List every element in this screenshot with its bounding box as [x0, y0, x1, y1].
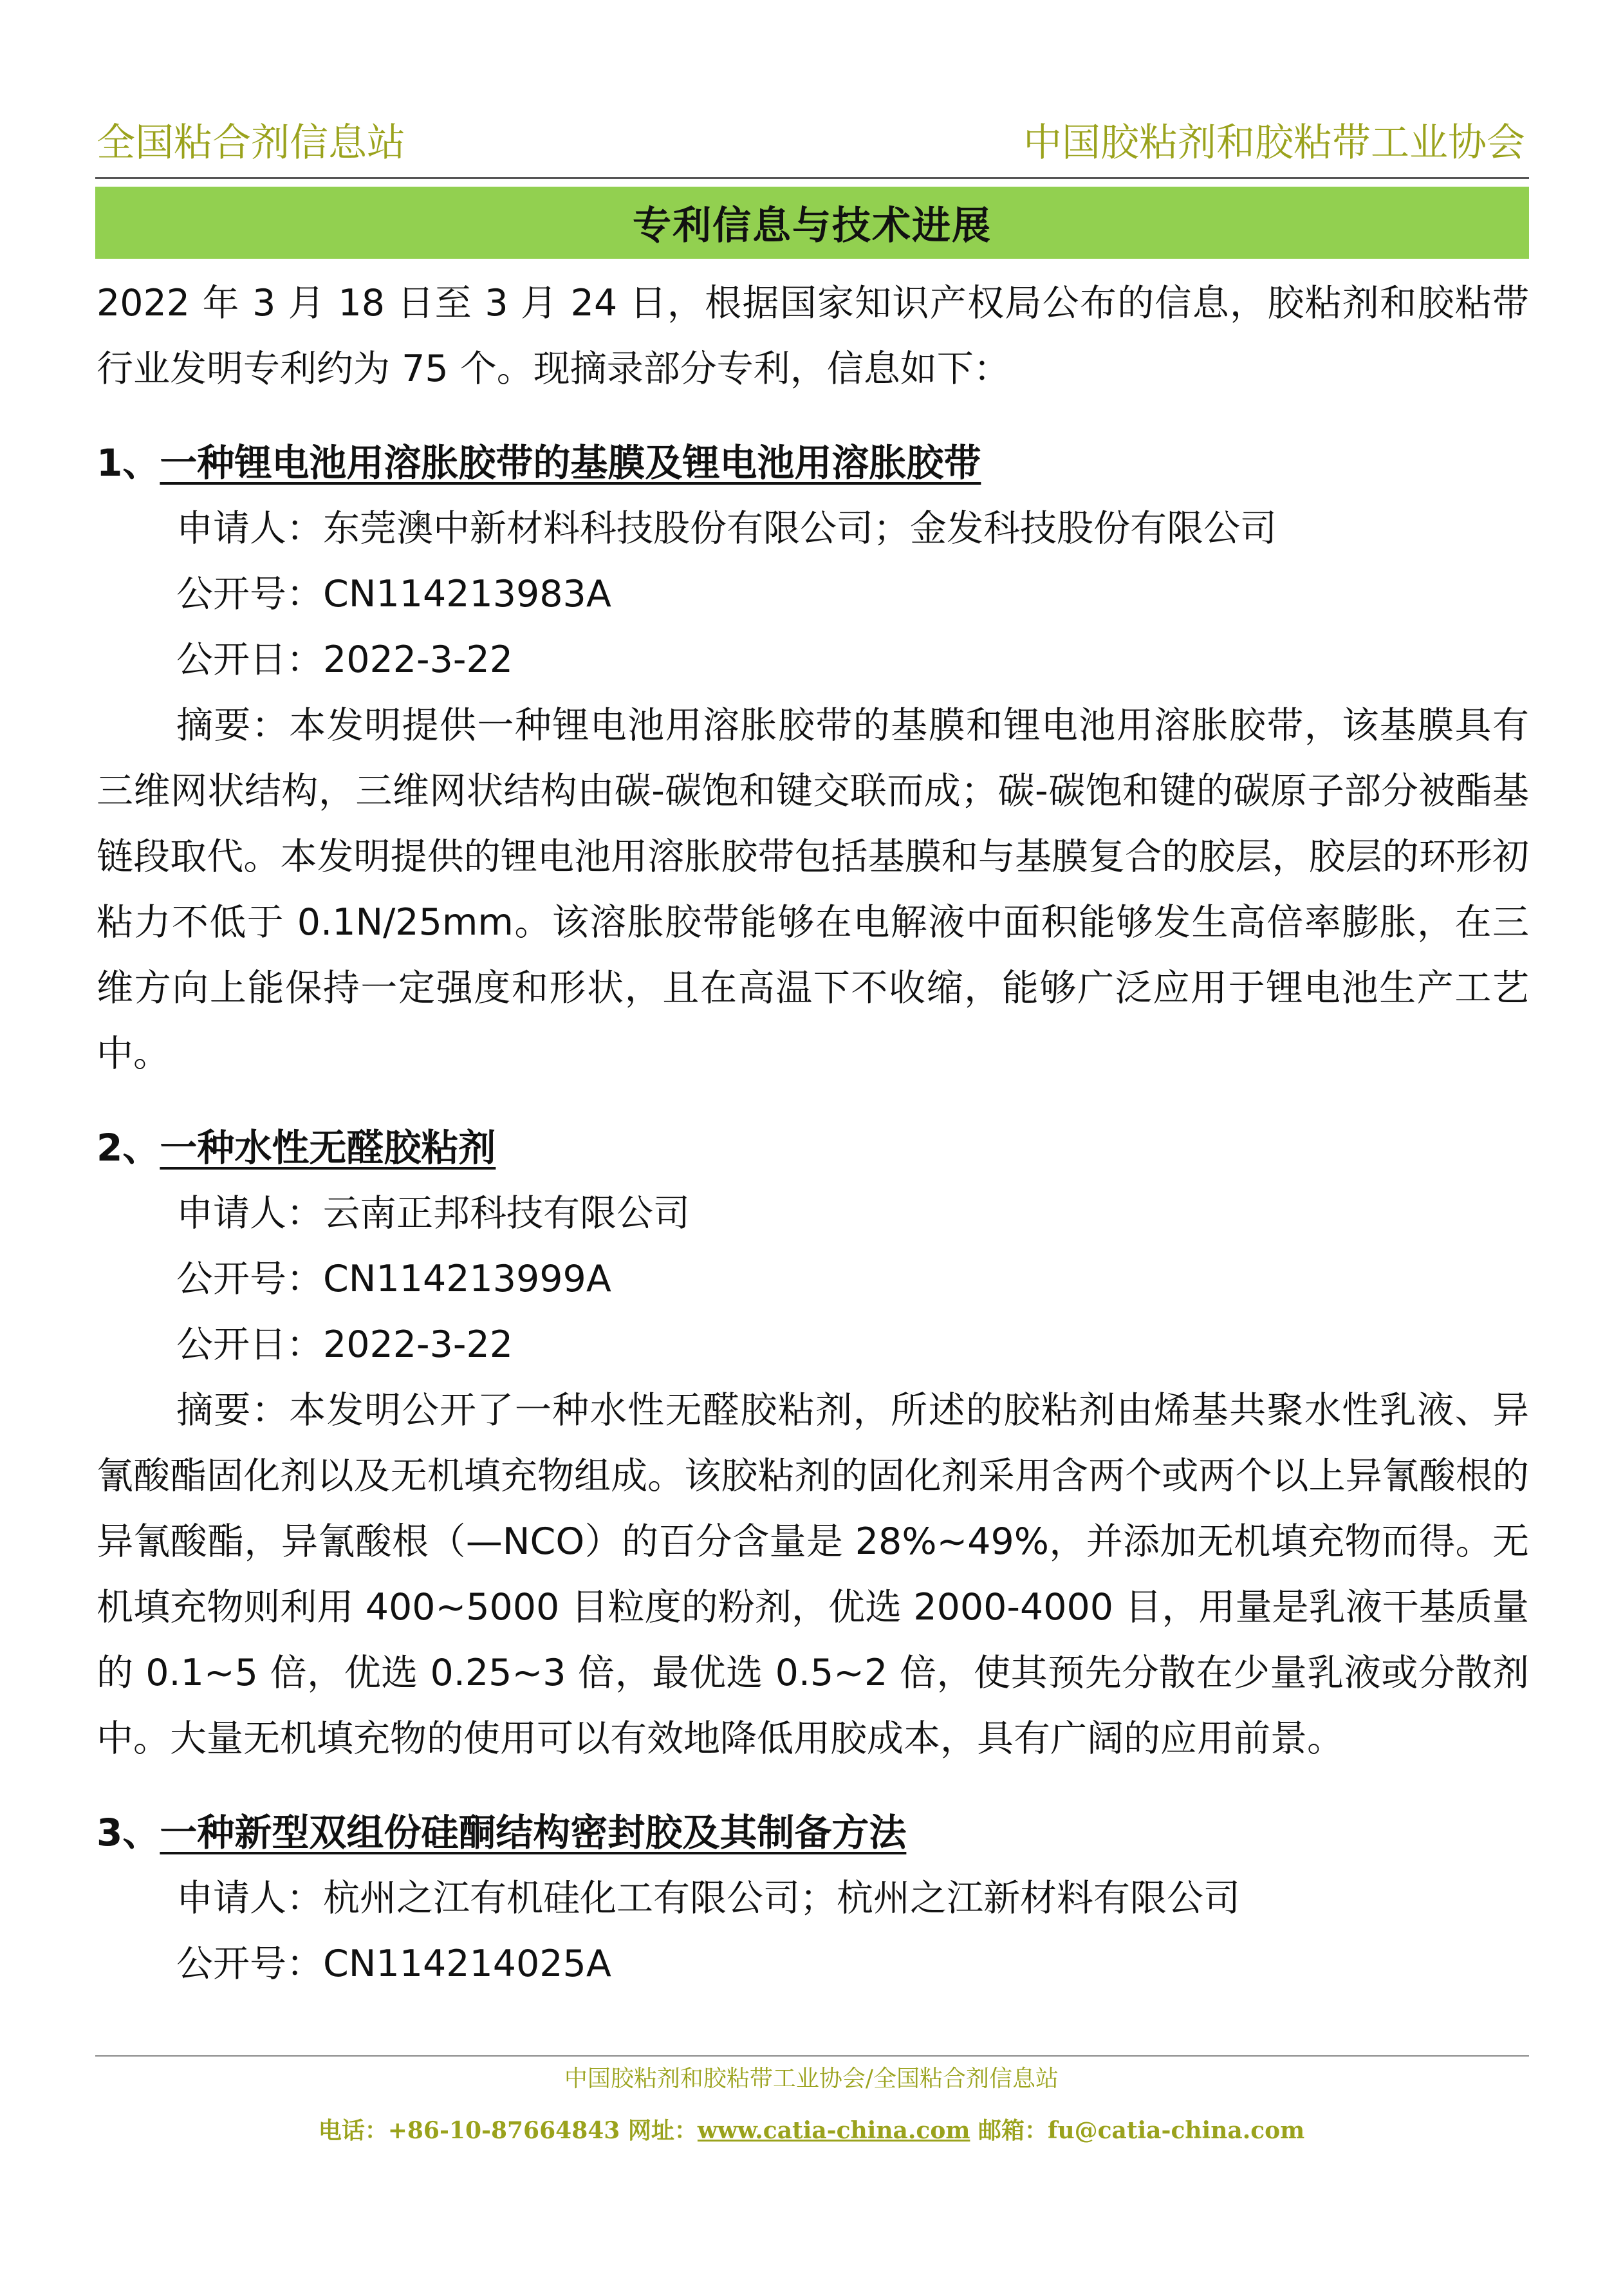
patent-abstract: 摘要：本发明提供一种锂电池用溶胀胶带的基膜和锂电池用溶胀胶带，该基膜具有三维网状结构，三维网状结构由碳-碳饱和键交联而成；碳-碳饱和键的碳原子部分被酯基链段取代。本发明提供的锂电池用溶胀胶带包括基膜和与基膜复合的胶层，胶层的环形初粘力不低于 0.1N/25mm。该溶胀胶带能够在电解液中面积能够发生高倍率膨胀，在三维方向上能保持一定强度和形状，且在高温下不收缩，能够广泛应用于锂电池生产工艺中。 [97, 704, 1529, 1075]
patent-number: 1、 [97, 441, 160, 485]
patent-entry [97, 430, 1529, 1087]
patent-number: 2、 [97, 1126, 160, 1170]
patent-number: 3、 [97, 1811, 160, 1854]
section-banner [95, 187, 1529, 259]
footer-divider [95, 2055, 1529, 2057]
patent-publication-number: 公开号：CN114214025A [176, 1943, 611, 1985]
footer-contact [0, 2114, 1623, 2147]
patent-entry [97, 1800, 1529, 1997]
patent-title [97, 1800, 1529, 1865]
patent-title-text: 一种水性无醛胶粘剂 [160, 1126, 496, 1170]
patent-title [97, 430, 1529, 496]
patent-applicant: 申请人：杭州之江有机硅化工有限公司；杭州之江新材料有限公司 [176, 1877, 1240, 1919]
intro-paragraph: 2022 年 3 月 18 日至 3 月 24 日，根据国家知识产权局公布的信息，胶粘剂和胶粘带行业发明专利约为 75 个。现摘录部分专利，信息如下： [97, 282, 1529, 390]
header-divider [95, 177, 1529, 179]
patent-applicant: 申请人：东莞澳中新材料科技股份有限公司；金发科技股份有限公司 [176, 507, 1277, 550]
patent-title-text: 一种锂电池用溶胀胶带的基膜及锂电池用溶胀胶带 [160, 441, 981, 485]
patent-publication-date: 公开日：2022-3-22 [176, 1323, 513, 1366]
section-title: 专利信息与技术进展 [633, 203, 992, 248]
document-body [97, 270, 1529, 1997]
patent-publication-number: 公开号：CN114213983A [176, 573, 611, 615]
patent-abstract: 摘要：本发明公开了一种水性无醛胶粘剂，所述的胶粘剂由烯基共聚水性乳液、异氰酸酯固化剂以及无机填充物组成。该胶粘剂的固化剂采用含两个或两个以上异氰酸根的异氰酸酯，异氰酸根（—NCO）的百分含量是 28%~49%，并添加无机填充物而得。无机填充物则利用 400~5000 目粒度的粉剂，优选 2000-4000 目，用量是乳液干基质量的 0.1~5 倍，优选 0.25~3 倍，最优选 0.5~2 倍，使其预先分散在少量乳液或分散剂中。大量无机填充物的使用可以有效地降低用胶成本，具有广阔的应用前景。 [97, 1389, 1529, 1760]
footer-email-label: 邮箱： [970, 2117, 1048, 2144]
website-link[interactable]: www.catia-china.com [697, 2117, 970, 2144]
patent-entry [97, 1115, 1529, 1771]
footer-email[interactable]: fu@catia-china.com [1047, 2117, 1305, 2144]
patent-publication-number: 公开号：CN114213999A [176, 1258, 611, 1300]
patent-title-text: 一种新型双组份硅酮结构密封胶及其制备方法 [160, 1811, 907, 1854]
header-association-name: 中国胶粘剂和胶粘带工业协会 [1023, 120, 1525, 165]
patent-title [97, 1115, 1529, 1181]
patent-applicant: 申请人：云南正邦科技有限公司 [176, 1192, 690, 1235]
footer-organization: 中国胶粘剂和胶粘带工业协会/全国粘合剂信息站 [564, 2066, 1059, 2092]
patent-publication-date: 公开日：2022-3-22 [176, 639, 513, 681]
header-site-name: 全国粘合剂信息站 [97, 120, 405, 165]
footer-phone: 电话：+86-10-87664843 网址： [318, 2117, 698, 2144]
